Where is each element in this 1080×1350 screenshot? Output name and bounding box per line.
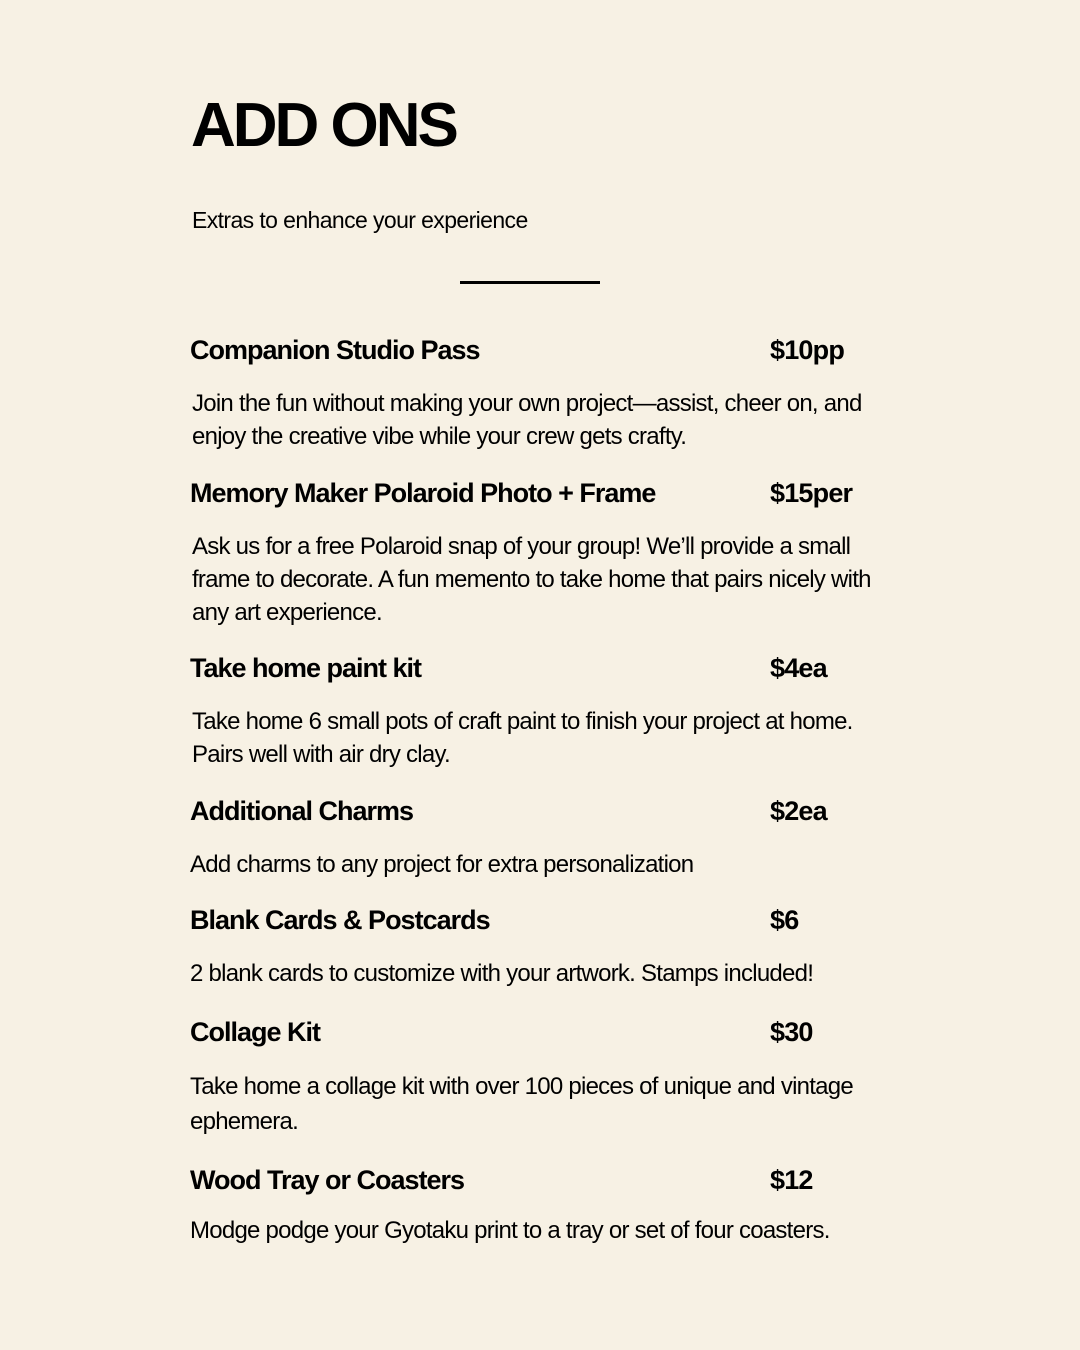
title-divider bbox=[460, 281, 600, 284]
add-on-description: Add charms to any project for extra personalization bbox=[190, 851, 694, 878]
add-on-price: $6 bbox=[770, 905, 799, 935]
page-title: ADD ONS bbox=[191, 91, 456, 160]
add-on-description: Join the fun without making your own project—assist, cheer on, and enjoy the creative vibe while your crew gets crafty. bbox=[192, 390, 862, 450]
add-on-price: $15per bbox=[770, 478, 853, 508]
add-on-name: Collage Kit bbox=[190, 1017, 321, 1047]
add-on-description: Modge podge your Gyotaku print to a tray or set of four coasters. bbox=[190, 1217, 830, 1244]
add-on-price: $30 bbox=[770, 1017, 813, 1047]
add-on-name: Blank Cards & Postcards bbox=[190, 905, 490, 935]
add-on-price: $4ea bbox=[770, 653, 827, 683]
add-on-description: Ask us for a free Polaroid snap of your group! We’ll provide a small frame to decorate. A fun memento to take home that pairs nicely with any art experience. bbox=[192, 533, 871, 626]
add-on-description: Take home a collage kit with over 100 pieces of unique and vintage ephemera. bbox=[190, 1073, 853, 1135]
add-on-description: Take home 6 small pots of craft paint to finish your project at home. Pairs well with air dry clay. bbox=[192, 708, 853, 768]
add-on-price: $2ea bbox=[770, 796, 827, 826]
add-on-name: Wood Tray or Coasters bbox=[190, 1165, 465, 1195]
add-on-description: 2 blank cards to customize with your artwork. Stamps included! bbox=[190, 960, 814, 987]
add-on-name: Additional Charms bbox=[190, 796, 414, 826]
add-on-name: Memory Maker Polaroid Photo + Frame bbox=[190, 478, 656, 508]
add-on-name: Companion Studio Pass bbox=[190, 335, 480, 365]
add-on-price: $10pp bbox=[770, 335, 845, 365]
page-subtitle: Extras to enhance your experience bbox=[192, 207, 528, 233]
add-on-price: $12 bbox=[770, 1165, 813, 1195]
add-on-name: Take home paint kit bbox=[190, 653, 422, 683]
